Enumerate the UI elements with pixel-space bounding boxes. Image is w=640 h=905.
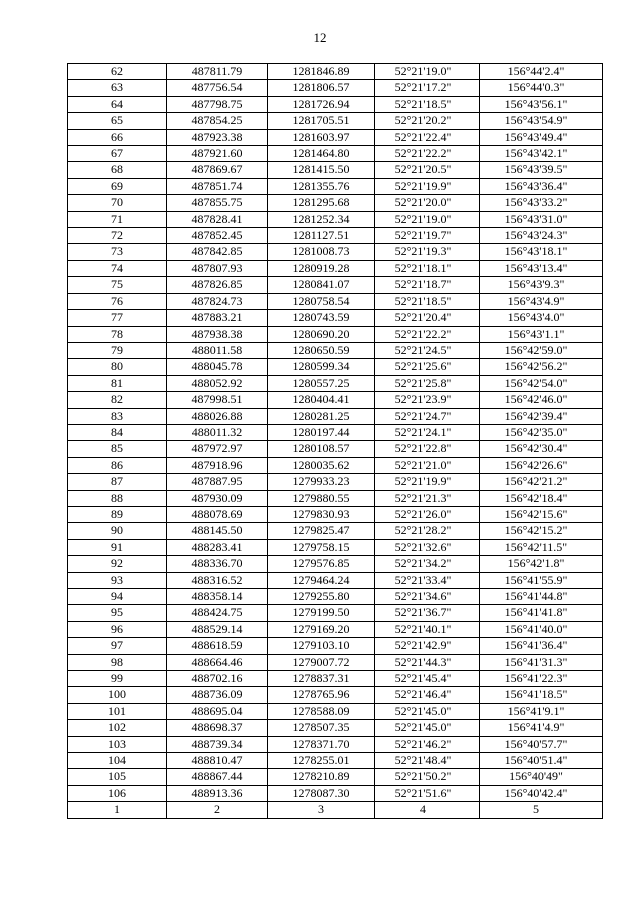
latitude-cell: 52°21'18.5" bbox=[375, 293, 480, 309]
longitude-cell: 156°43'33.2" bbox=[480, 195, 603, 211]
point-number-cell: 71 bbox=[68, 211, 167, 227]
point-number-cell: 95 bbox=[68, 605, 167, 621]
point-number-cell: 91 bbox=[68, 539, 167, 555]
table-row bbox=[68, 342, 603, 358]
table-row bbox=[68, 474, 603, 490]
y-coordinate-cell: 1279199.50 bbox=[268, 605, 375, 621]
table-row bbox=[68, 162, 603, 178]
point-number-cell: 104 bbox=[68, 753, 167, 769]
table-row bbox=[68, 769, 603, 785]
point-number-cell: 81 bbox=[68, 375, 167, 391]
y-coordinate-cell: 1278588.09 bbox=[268, 703, 375, 719]
point-number-cell: 89 bbox=[68, 506, 167, 522]
table-row bbox=[68, 638, 603, 654]
point-number-cell: 98 bbox=[68, 654, 167, 670]
table-row bbox=[68, 490, 603, 506]
point-number-cell: 96 bbox=[68, 621, 167, 637]
y-coordinate-cell: 1280557.25 bbox=[268, 375, 375, 391]
latitude-cell: 52°21'21.3" bbox=[375, 490, 480, 506]
longitude-cell: 156°43'36.4" bbox=[480, 178, 603, 194]
longitude-cell: 156°42'59.0" bbox=[480, 342, 603, 358]
point-number-cell: 67 bbox=[68, 146, 167, 162]
longitude-cell: 156°42'46.0" bbox=[480, 392, 603, 408]
table-row bbox=[68, 375, 603, 391]
table-row bbox=[68, 720, 603, 736]
latitude-cell: 52°21'42.9" bbox=[375, 638, 480, 654]
table-row bbox=[68, 605, 603, 621]
longitude-cell: 156°42'56.2" bbox=[480, 359, 603, 375]
latitude-cell: 52°21'34.2" bbox=[375, 556, 480, 572]
longitude-cell: 156°42'54.0" bbox=[480, 375, 603, 391]
x-coordinate-cell: 488283.41 bbox=[167, 539, 268, 555]
point-number-cell: 63 bbox=[68, 80, 167, 96]
longitude-cell: 156°43'42.1" bbox=[480, 146, 603, 162]
table-row bbox=[68, 556, 603, 572]
longitude-cell: 156°42'39.4" bbox=[480, 408, 603, 424]
y-coordinate-cell: 1281355.76 bbox=[268, 178, 375, 194]
y-coordinate-cell: 1279576.85 bbox=[268, 556, 375, 572]
table-row bbox=[68, 359, 603, 375]
coordinates-table bbox=[67, 63, 603, 819]
table-row bbox=[68, 457, 603, 473]
latitude-cell: 52°21'19.3" bbox=[375, 244, 480, 260]
longitude-cell: 156°43'54.9" bbox=[480, 113, 603, 129]
y-coordinate-cell: 1281295.68 bbox=[268, 195, 375, 211]
table-row bbox=[68, 539, 603, 555]
latitude-cell: 52°21'46.4" bbox=[375, 687, 480, 703]
point-number-cell: 94 bbox=[68, 589, 167, 605]
table-row bbox=[68, 621, 603, 637]
table-row bbox=[68, 80, 603, 96]
y-coordinate-cell: 1279464.24 bbox=[268, 572, 375, 588]
point-number-cell: 77 bbox=[68, 310, 167, 326]
longitude-cell: 156°43'39.5" bbox=[480, 162, 603, 178]
table-row bbox=[68, 260, 603, 276]
y-coordinate-cell: 1278765.96 bbox=[268, 687, 375, 703]
y-coordinate-cell: 1278255.01 bbox=[268, 753, 375, 769]
point-number-cell: 85 bbox=[68, 441, 167, 457]
latitude-cell: 52°21'18.7" bbox=[375, 277, 480, 293]
table-row bbox=[68, 392, 603, 408]
y-coordinate-cell: 1281464.80 bbox=[268, 146, 375, 162]
longitude-cell: 156°42'35.0" bbox=[480, 424, 603, 440]
table-row bbox=[68, 671, 603, 687]
x-coordinate-cell: 487756.54 bbox=[167, 80, 268, 96]
x-coordinate-cell: 488026.88 bbox=[167, 408, 268, 424]
x-coordinate-cell: 487811.79 bbox=[167, 64, 268, 80]
point-number-cell: 106 bbox=[68, 785, 167, 801]
point-number-cell: 73 bbox=[68, 244, 167, 260]
longitude-cell: 156°40'51.4" bbox=[480, 753, 603, 769]
point-number-cell: 80 bbox=[68, 359, 167, 375]
x-coordinate-cell: 487798.75 bbox=[167, 96, 268, 112]
longitude-cell: 156°41'18.5" bbox=[480, 687, 603, 703]
longitude-cell: 156°42'18.4" bbox=[480, 490, 603, 506]
y-coordinate-cell: 1280281.25 bbox=[268, 408, 375, 424]
longitude-cell: 156°41'36.4" bbox=[480, 638, 603, 654]
x-coordinate-cell: 488336.70 bbox=[167, 556, 268, 572]
y-coordinate-cell: 1278507.35 bbox=[268, 720, 375, 736]
point-number-cell: 82 bbox=[68, 392, 167, 408]
table-row bbox=[68, 178, 603, 194]
x-coordinate-cell: 487923.38 bbox=[167, 129, 268, 145]
point-number-cell: 79 bbox=[68, 342, 167, 358]
y-coordinate-cell: 1278087.30 bbox=[268, 785, 375, 801]
table-row bbox=[68, 129, 603, 145]
latitude-cell: 52°21'45.0" bbox=[375, 703, 480, 719]
latitude-cell: 52°21'17.2" bbox=[375, 80, 480, 96]
y-coordinate-cell: 1279825.47 bbox=[268, 523, 375, 539]
point-number-cell: 66 bbox=[68, 129, 167, 145]
coordinates-table-body bbox=[68, 64, 603, 802]
y-coordinate-cell: 1280690.20 bbox=[268, 326, 375, 342]
latitude-cell: 52°21'51.6" bbox=[375, 785, 480, 801]
latitude-cell: 52°21'19.9" bbox=[375, 474, 480, 490]
x-coordinate-cell: 487930.09 bbox=[167, 490, 268, 506]
point-number-cell: 100 bbox=[68, 687, 167, 703]
longitude-cell: 156°41'22.3" bbox=[480, 671, 603, 687]
longitude-cell: 156°42'21.2" bbox=[480, 474, 603, 490]
point-number-cell: 83 bbox=[68, 408, 167, 424]
latitude-cell: 52°21'45.4" bbox=[375, 671, 480, 687]
point-number-cell: 75 bbox=[68, 277, 167, 293]
y-coordinate-cell: 1281415.50 bbox=[268, 162, 375, 178]
latitude-cell: 52°21'50.2" bbox=[375, 769, 480, 785]
x-coordinate-cell: 488424.75 bbox=[167, 605, 268, 621]
latitude-cell: 52°21'36.7" bbox=[375, 605, 480, 621]
longitude-cell: 156°43'4.0" bbox=[480, 310, 603, 326]
latitude-cell: 52°21'24.7" bbox=[375, 408, 480, 424]
y-coordinate-cell: 1281008.73 bbox=[268, 244, 375, 260]
x-coordinate-cell: 487938.38 bbox=[167, 326, 268, 342]
longitude-cell: 156°40'42.4" bbox=[480, 785, 603, 801]
latitude-cell: 52°21'19.7" bbox=[375, 228, 480, 244]
point-number-cell: 92 bbox=[68, 556, 167, 572]
latitude-cell: 52°21'19.0" bbox=[375, 211, 480, 227]
x-coordinate-cell: 488736.09 bbox=[167, 687, 268, 703]
longitude-cell: 156°41'9.1" bbox=[480, 703, 603, 719]
latitude-cell: 52°21'32.6" bbox=[375, 539, 480, 555]
point-number-cell: 74 bbox=[68, 260, 167, 276]
latitude-cell: 52°21'20.2" bbox=[375, 113, 480, 129]
latitude-cell: 52°21'48.4" bbox=[375, 753, 480, 769]
column-number-cell: 1 bbox=[68, 802, 167, 818]
column-number-cell: 3 bbox=[268, 802, 375, 818]
y-coordinate-cell: 1280035.62 bbox=[268, 457, 375, 473]
point-number-cell: 90 bbox=[68, 523, 167, 539]
y-coordinate-cell: 1281846.89 bbox=[268, 64, 375, 80]
y-coordinate-cell: 1281252.34 bbox=[268, 211, 375, 227]
y-coordinate-cell: 1278371.70 bbox=[268, 736, 375, 752]
latitude-cell: 52°21'44.3" bbox=[375, 654, 480, 670]
x-coordinate-cell: 488145.50 bbox=[167, 523, 268, 539]
y-coordinate-cell: 1281726.94 bbox=[268, 96, 375, 112]
x-coordinate-cell: 488698.37 bbox=[167, 720, 268, 736]
longitude-cell: 156°43'9.3" bbox=[480, 277, 603, 293]
longitude-cell: 156°40'49" bbox=[480, 769, 603, 785]
table-row bbox=[68, 687, 603, 703]
point-number-cell: 72 bbox=[68, 228, 167, 244]
latitude-cell: 52°21'22.2" bbox=[375, 326, 480, 342]
x-coordinate-cell: 488078.69 bbox=[167, 506, 268, 522]
point-number-cell: 86 bbox=[68, 457, 167, 473]
table-row bbox=[68, 64, 603, 80]
x-coordinate-cell: 488316.52 bbox=[167, 572, 268, 588]
page-number: 12 bbox=[313, 30, 327, 45]
table-row bbox=[68, 277, 603, 293]
x-coordinate-cell: 488702.16 bbox=[167, 671, 268, 687]
longitude-cell: 156°41'40.0" bbox=[480, 621, 603, 637]
latitude-cell: 52°21'23.9" bbox=[375, 392, 480, 408]
x-coordinate-cell: 488011.58 bbox=[167, 342, 268, 358]
longitude-cell: 156°43'24.3" bbox=[480, 228, 603, 244]
x-coordinate-cell: 487807.93 bbox=[167, 260, 268, 276]
x-coordinate-cell: 488664.46 bbox=[167, 654, 268, 670]
x-coordinate-cell: 488695.04 bbox=[167, 703, 268, 719]
table-row bbox=[68, 310, 603, 326]
x-coordinate-cell: 487887.95 bbox=[167, 474, 268, 490]
point-number-cell: 64 bbox=[68, 96, 167, 112]
y-coordinate-cell: 1278837.31 bbox=[268, 671, 375, 687]
point-number-cell: 70 bbox=[68, 195, 167, 211]
y-coordinate-cell: 1281603.97 bbox=[268, 129, 375, 145]
x-coordinate-cell: 488739.34 bbox=[167, 736, 268, 752]
x-coordinate-cell: 488618.59 bbox=[167, 638, 268, 654]
point-number-cell: 88 bbox=[68, 490, 167, 506]
latitude-cell: 52°21'24.5" bbox=[375, 342, 480, 358]
longitude-cell: 156°41'4.9" bbox=[480, 720, 603, 736]
y-coordinate-cell: 1280919.28 bbox=[268, 260, 375, 276]
x-coordinate-cell: 487869.67 bbox=[167, 162, 268, 178]
column-number-row bbox=[68, 802, 603, 818]
longitude-cell: 156°43'31.0" bbox=[480, 211, 603, 227]
latitude-cell: 52°21'19.0" bbox=[375, 64, 480, 80]
y-coordinate-cell: 1281127.51 bbox=[268, 228, 375, 244]
point-number-cell: 84 bbox=[68, 424, 167, 440]
x-coordinate-cell: 488867.44 bbox=[167, 769, 268, 785]
latitude-cell: 52°21'20.0" bbox=[375, 195, 480, 211]
x-coordinate-cell: 487824.73 bbox=[167, 293, 268, 309]
table-row bbox=[68, 244, 603, 260]
longitude-cell: 156°43'49.4" bbox=[480, 129, 603, 145]
longitude-cell: 156°41'31.3" bbox=[480, 654, 603, 670]
y-coordinate-cell: 1279169.20 bbox=[268, 621, 375, 637]
point-number-cell: 93 bbox=[68, 572, 167, 588]
point-number-cell: 78 bbox=[68, 326, 167, 342]
point-number-cell: 101 bbox=[68, 703, 167, 719]
point-number-cell: 65 bbox=[68, 113, 167, 129]
latitude-cell: 52°21'26.0" bbox=[375, 506, 480, 522]
table-row bbox=[68, 572, 603, 588]
table-row bbox=[68, 96, 603, 112]
latitude-cell: 52°21'20.4" bbox=[375, 310, 480, 326]
longitude-cell: 156°43'18.1" bbox=[480, 244, 603, 260]
x-coordinate-cell: 488529.14 bbox=[167, 621, 268, 637]
latitude-cell: 52°21'45.0" bbox=[375, 720, 480, 736]
longitude-cell: 156°41'44.8" bbox=[480, 589, 603, 605]
table-row bbox=[68, 703, 603, 719]
latitude-cell: 52°21'18.5" bbox=[375, 96, 480, 112]
point-number-cell: 87 bbox=[68, 474, 167, 490]
latitude-cell: 52°21'21.0" bbox=[375, 457, 480, 473]
longitude-cell: 156°43'1.1" bbox=[480, 326, 603, 342]
y-coordinate-cell: 1280108.57 bbox=[268, 441, 375, 457]
column-number-cell: 2 bbox=[167, 802, 268, 818]
point-number-cell: 69 bbox=[68, 178, 167, 194]
y-coordinate-cell: 1279880.55 bbox=[268, 490, 375, 506]
x-coordinate-cell: 488358.14 bbox=[167, 589, 268, 605]
table-row bbox=[68, 506, 603, 522]
table-row bbox=[68, 424, 603, 440]
x-coordinate-cell: 487921.60 bbox=[167, 146, 268, 162]
table-row bbox=[68, 146, 603, 162]
table-row bbox=[68, 211, 603, 227]
longitude-cell: 156°44'0.3" bbox=[480, 80, 603, 96]
x-coordinate-cell: 488913.36 bbox=[167, 785, 268, 801]
x-coordinate-cell: 488045.78 bbox=[167, 359, 268, 375]
y-coordinate-cell: 1281705.51 bbox=[268, 113, 375, 129]
x-coordinate-cell: 487854.25 bbox=[167, 113, 268, 129]
longitude-cell: 156°42'15.6" bbox=[480, 506, 603, 522]
longitude-cell: 156°41'55.9" bbox=[480, 572, 603, 588]
latitude-cell: 52°21'24.1" bbox=[375, 424, 480, 440]
y-coordinate-cell: 1280404.41 bbox=[268, 392, 375, 408]
longitude-cell: 156°42'15.2" bbox=[480, 523, 603, 539]
latitude-cell: 52°21'40.1" bbox=[375, 621, 480, 637]
x-coordinate-cell: 487883.21 bbox=[167, 310, 268, 326]
x-coordinate-cell: 487998.51 bbox=[167, 392, 268, 408]
y-coordinate-cell: 1280758.54 bbox=[268, 293, 375, 309]
longitude-cell: 156°44'2.4" bbox=[480, 64, 603, 80]
x-coordinate-cell: 487826.85 bbox=[167, 277, 268, 293]
table-row bbox=[68, 736, 603, 752]
point-number-cell: 102 bbox=[68, 720, 167, 736]
y-coordinate-cell: 1280197.44 bbox=[268, 424, 375, 440]
point-number-cell: 103 bbox=[68, 736, 167, 752]
column-number-cell: 4 bbox=[375, 802, 480, 818]
y-coordinate-cell: 1279255.80 bbox=[268, 589, 375, 605]
latitude-cell: 52°21'20.5" bbox=[375, 162, 480, 178]
point-number-cell: 68 bbox=[68, 162, 167, 178]
y-coordinate-cell: 1280650.59 bbox=[268, 342, 375, 358]
longitude-cell: 156°40'57.7" bbox=[480, 736, 603, 752]
table-row bbox=[68, 195, 603, 211]
point-number-cell: 105 bbox=[68, 769, 167, 785]
longitude-cell: 156°42'30.4" bbox=[480, 441, 603, 457]
latitude-cell: 52°21'34.6" bbox=[375, 589, 480, 605]
longitude-cell: 156°43'13.4" bbox=[480, 260, 603, 276]
y-coordinate-cell: 1279007.72 bbox=[268, 654, 375, 670]
table-row bbox=[68, 523, 603, 539]
latitude-cell: 52°21'22.4" bbox=[375, 129, 480, 145]
x-coordinate-cell: 488011.32 bbox=[167, 424, 268, 440]
y-coordinate-cell: 1280743.59 bbox=[268, 310, 375, 326]
table-row bbox=[68, 441, 603, 457]
y-coordinate-cell: 1279103.10 bbox=[268, 638, 375, 654]
x-coordinate-cell: 487918.96 bbox=[167, 457, 268, 473]
y-coordinate-cell: 1280841.07 bbox=[268, 277, 375, 293]
latitude-cell: 52°21'33.4" bbox=[375, 572, 480, 588]
longitude-cell: 156°41'41.8" bbox=[480, 605, 603, 621]
table-row bbox=[68, 293, 603, 309]
column-number-cell: 5 bbox=[480, 802, 603, 818]
point-number-cell: 62 bbox=[68, 64, 167, 80]
x-coordinate-cell: 487851.74 bbox=[167, 178, 268, 194]
latitude-cell: 52°21'22.8" bbox=[375, 441, 480, 457]
x-coordinate-cell: 488810.47 bbox=[167, 753, 268, 769]
point-number-cell: 97 bbox=[68, 638, 167, 654]
y-coordinate-cell: 1281806.57 bbox=[268, 80, 375, 96]
latitude-cell: 52°21'22.2" bbox=[375, 146, 480, 162]
x-coordinate-cell: 487855.75 bbox=[167, 195, 268, 211]
table-row bbox=[68, 408, 603, 424]
y-coordinate-cell: 1279758.15 bbox=[268, 539, 375, 555]
x-coordinate-cell: 487842.85 bbox=[167, 244, 268, 260]
y-coordinate-cell: 1279933.23 bbox=[268, 474, 375, 490]
point-number-cell: 76 bbox=[68, 293, 167, 309]
table-row bbox=[68, 589, 603, 605]
latitude-cell: 52°21'25.8" bbox=[375, 375, 480, 391]
longitude-cell: 156°42'26.6" bbox=[480, 457, 603, 473]
latitude-cell: 52°21'18.1" bbox=[375, 260, 480, 276]
y-coordinate-cell: 1278210.89 bbox=[268, 769, 375, 785]
x-coordinate-cell: 487972.97 bbox=[167, 441, 268, 457]
longitude-cell: 156°42'11.5" bbox=[480, 539, 603, 555]
table-row bbox=[68, 228, 603, 244]
table-row bbox=[68, 326, 603, 342]
table-row bbox=[68, 753, 603, 769]
y-coordinate-cell: 1280599.34 bbox=[268, 359, 375, 375]
longitude-cell: 156°43'56.1" bbox=[480, 96, 603, 112]
longitude-cell: 156°43'4.9" bbox=[480, 293, 603, 309]
latitude-cell: 52°21'46.2" bbox=[375, 736, 480, 752]
latitude-cell: 52°21'19.9" bbox=[375, 178, 480, 194]
table-row bbox=[68, 113, 603, 129]
x-coordinate-cell: 488052.92 bbox=[167, 375, 268, 391]
y-coordinate-cell: 1279830.93 bbox=[268, 506, 375, 522]
longitude-cell: 156°42'1.8" bbox=[480, 556, 603, 572]
x-coordinate-cell: 487828.41 bbox=[167, 211, 268, 227]
x-coordinate-cell: 487852.45 bbox=[167, 228, 268, 244]
latitude-cell: 52°21'28.2" bbox=[375, 523, 480, 539]
latitude-cell: 52°21'25.6" bbox=[375, 359, 480, 375]
point-number-cell: 99 bbox=[68, 671, 167, 687]
table-row bbox=[68, 785, 603, 801]
table-row bbox=[68, 654, 603, 670]
